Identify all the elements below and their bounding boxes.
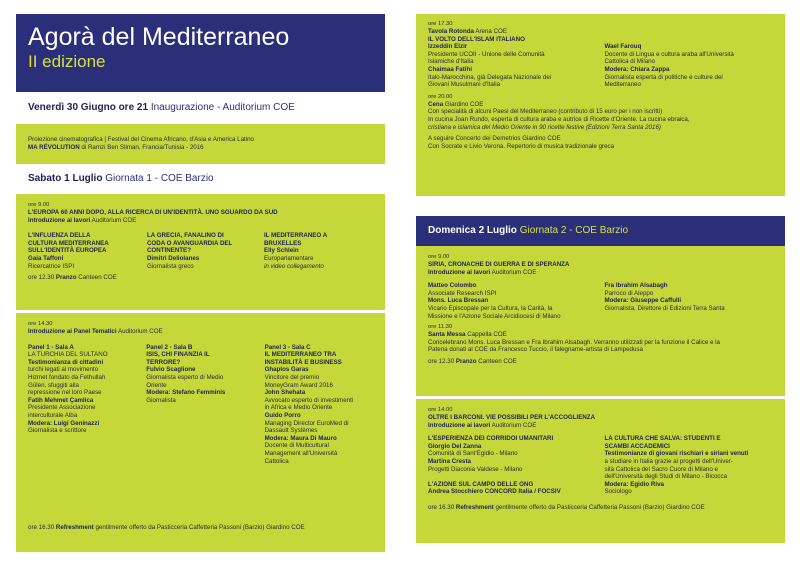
eve-left-line: Islamiche d'Italia xyxy=(428,58,474,66)
panel-line: Vincitore del premio xyxy=(264,373,320,381)
panel-head: Panel 3 - Sala C xyxy=(264,343,311,351)
panel-line: Modera: Maura Di Mauro xyxy=(264,434,337,442)
eve-right-line: Docente di Lingua e cultura araba all'Università xyxy=(604,50,734,58)
sun-right2-line: LA CULTURA CHE SALVA: STUDENTI E xyxy=(604,435,721,443)
talk-3: IL MEDITERRANEO A BRUXELLES Elly Schlein Europarlamentare in video collegamento xyxy=(263,232,328,270)
eve-right-line: Mediterraneo xyxy=(604,81,641,89)
panel-line: Presidente Associazione xyxy=(28,404,96,412)
sun-left-line: Missione e l'Azione Sociale Arcidiocesi di Milano xyxy=(428,312,561,320)
sun-left2-line: Comunità di Sant'Egidio - Milano xyxy=(428,450,518,458)
sun-right2-line: dell'Università degli Studi di Milano - Bicocca xyxy=(604,473,728,481)
title-block xyxy=(16,14,385,92)
panel-line: interculturale Alba xyxy=(28,411,78,419)
eve-right-line: Modera: Chiara Zappa xyxy=(604,65,670,73)
eve-right-line: Wael Farouq xyxy=(604,43,642,51)
sun-right-line: Giornalista, Direttore di Edizioni Terra Santa xyxy=(604,304,725,312)
panel-line: Fatih Mehmet Çamlica xyxy=(28,396,94,404)
lunch-line: ore 12.30 Pranzo Canteen COE xyxy=(28,274,117,282)
film-info: di Ramzi Ben Sliman, Francia/Tunisia - 2016 xyxy=(81,143,204,151)
sun-left2-line: Andrea Stocchiero CONCORD Italia / FOCSIV xyxy=(428,488,561,496)
panel-line: Modera: Stefano Femminis xyxy=(146,389,226,397)
sun-left2-line: Progetti Diaconia Valdese - Milano xyxy=(428,465,523,473)
sun-left2-line: Martina Cresta xyxy=(428,457,471,465)
panel-line: Managing Director EuroMed di xyxy=(264,419,349,427)
talk-1: L'INFLUENZA DELLA CULTURA MEDITERRANEA SULL'IDENTITÀ EUROPEA Gaia Taffoni Ricercatrice ISPI xyxy=(28,232,109,270)
panel-line: TERRORE? xyxy=(146,358,181,366)
panel-2 xyxy=(146,344,264,524)
saturday-place: Giornata 1 - COE Barzio xyxy=(105,173,214,184)
panel-line: Dassault Systèmes xyxy=(264,427,318,435)
sun-left-line: Associate Research ISPI xyxy=(428,289,497,297)
panel-1 xyxy=(28,344,146,524)
sun-right2-line: a studiare in Italia grazie ai progetti dell'Univer- xyxy=(604,457,733,465)
eve-left-line: Izzeddin Elzir xyxy=(428,43,468,51)
friday-header xyxy=(16,92,385,124)
panel-3 xyxy=(265,344,373,524)
panel-line: Hizmet fondato da Fethullah xyxy=(28,373,106,381)
panel-line: Giornalista e scrittore xyxy=(28,427,87,435)
friday-block xyxy=(16,124,385,164)
panel-line: Cattolica xyxy=(264,457,289,465)
film-line: Proiezione cinematografica | Festival del Cinema Africano, d'Asia e America Latino xyxy=(28,136,254,143)
panel-line: Fulvio Scaglione xyxy=(146,366,196,374)
sun-right2-line: Modera: Egidio Riva xyxy=(604,480,664,488)
talks-row xyxy=(28,232,373,270)
syria-title: SIRIA, CRONACHE DI GUERRA E DI SPERANZA xyxy=(428,261,570,268)
panel-head: Panel 1 - Sala A xyxy=(28,343,74,351)
friday-event: Inaugurazione - Auditorium COE xyxy=(150,102,295,113)
panel-line: Ghaplos Garas xyxy=(264,366,309,374)
sun-right2-line: SCAMBI ACCADEMICI xyxy=(604,442,670,450)
panel-line: Giornalista xyxy=(146,396,176,404)
roundtable-title: IL VOLTO DELL'ISLAM ITALIANO xyxy=(428,35,525,43)
friday-date: Venerdì 30 Giugno ore 21 xyxy=(28,102,149,113)
sun-left-line: Vicario Episcopale per la Cultura, la Carità, la xyxy=(428,304,553,312)
sun-left2-line: Giorgio Del Zanna xyxy=(428,442,482,450)
eve-right-line: Giornalista esperta di politiche e culture del xyxy=(604,73,723,81)
sun-right2-line: sità Cattolica del Sacro Cuore di Milano e xyxy=(604,465,718,473)
cultura-right xyxy=(604,435,773,496)
refreshment-line: ore 16.30 Refreshment gentilmente offerto da Pasticceria Caffetteria Passoni (Barzio) Giardino COE xyxy=(28,523,305,531)
edition-subtitle: II edizione xyxy=(28,52,106,71)
sun-left-line: Mons. Luca Bressan xyxy=(428,297,489,305)
eve-left-line: Presidente UCOII - Unione delle Comunità xyxy=(428,50,545,58)
roundtable-right xyxy=(604,43,773,89)
sunday-header: Domenica 2 Luglio Giornata 2 - COE Barzio xyxy=(416,216,785,246)
sun-left2-line: L'AZIONE SUL CAMPO DELLE ONG xyxy=(428,480,534,488)
sun-right-line: Fra Ibrahim Alsabagh xyxy=(604,282,668,290)
sun-right2-line: Sociologo xyxy=(604,488,632,496)
eve-left-line: Italo-Marocchina, già Delegata Nazionale dei xyxy=(428,73,552,81)
panel-line: LA TURCHIA DEL SULTANO xyxy=(28,351,108,359)
panel-line: Management all'Università xyxy=(264,449,338,457)
intro1-place: Auditorium COE xyxy=(91,216,137,224)
eve-left-line: Giovani Musulmani d'Italia xyxy=(428,81,501,89)
syria-left xyxy=(428,282,604,320)
panel-line: Gülen, sfuggiti alla xyxy=(28,381,79,389)
corridoi-left xyxy=(428,435,604,496)
sun-right-line: Parroco di Aleppo xyxy=(604,289,654,297)
syria-right xyxy=(604,282,773,320)
film-title: MA RÉVOLUTION xyxy=(28,143,80,151)
panels-row xyxy=(28,344,373,524)
intro1-label: Introduzione ai lavori xyxy=(28,216,91,224)
sun-left2-line xyxy=(428,473,604,481)
sun-right-line: Modera: Giuseppe Caffulli xyxy=(604,297,682,305)
panel-line: INSTABILITÀ E BUSINESS xyxy=(264,358,342,366)
panel-line: Docente di Multicultural xyxy=(264,442,329,450)
panel-line: Modera: Luigi Geninazzi xyxy=(28,419,100,427)
panel-line: Oriente xyxy=(146,381,167,389)
panel-line: John Shehata xyxy=(264,389,306,397)
panel-line: Giornalista esperto di Medio xyxy=(146,373,224,381)
talk-2: LA GRECIA, FANALINO DI CODA O AVANGUARDIA DEL CONTINENTE? Dimitri Deliolanes Giornalista greco xyxy=(146,232,233,270)
saturday-header xyxy=(16,164,385,194)
sunday-afternoon-block: ore 14.00 OLTRE I BARCONI. VIE POSSIBILI PER L'ACCOGLIENZA Introduzione ai lavori Auditorium COE L'ESPERIENZA DEI CORRIDOI UMANITARI Giorgio Del Zanna Comunità di Sant'Egidio - Milano Martina Cresta Progetti Diaconia Valdese - Milano L'AZIONE SUL CAMPO DELLE ONG Andrea Stocchiero CONCORD Italia / FOCSIV LA CULTURA CHE SALVA: STUDENTI E SCAMBI ACCADEMICI Testimonianze di giovani rischiari e siriani venuti a studiare in Italia grazie ai progetti dell'Univer- sità Cattolica del Sacro Cuore di Milano e dell'Università degli Studi di Milano - Bicocca Modera: Egidio Riva Sociologo ore 16.30 Refreshment gentilmente offerto da Pasticceria Caffetteria Passoni (Barzio) Giardino COE xyxy=(416,399,785,543)
eve-right-line: Cattolica di Milano xyxy=(604,58,656,66)
right-column xyxy=(416,14,785,543)
saturday-morning-block xyxy=(16,194,385,310)
saturday-evening-block: ore 17.30 Tavola Rotonda Arena COE IL VOLTO DELL'ISLAM ITALIANO Izzeddin Elzir Presidente UCOII - Unione delle Comunità Islamiche d'Italia Chaimaa Fatihi Italo-Marocchina, già Delegata Nazionale dei Giovani Musulmani d'Italia Wael Farouq Docente di Lingua e cultura araba all'Università Cattolica di Milano Modera: Chiara Zappa Giornalista esperta di politiche e culture del Mediterraneo ore 20.00 Cena Giardino COE Con specialità di alcuni Paesi del Mediterraneo (contributo di 15 euro per i non iscritti) In cucina Joan Rundo, esperta di cultura araba e autrice di Ricette d'Oriente. La cucina ebraica, cristiana e islamica del Medio Oriente in 90 ricette festive (Edizioni Terra Santa 2016) A seguire Concerto dei Demetrios Giardino COE Con Socrate e Livio Verona. Repertorio di musica tradizionale greca xyxy=(416,14,785,196)
panels-intro: Introduzione ai Panel Tematici xyxy=(28,328,117,335)
panel-line: turchi legati al movimento xyxy=(28,366,99,374)
time-9: ore 9.00 xyxy=(28,202,50,208)
barconi-title: OLTRE I BARCONI. VIE POSSIBILI PER L'ACCOGLIENZA xyxy=(428,414,596,421)
panel-line: ISIS, CHI FINANZIA IL xyxy=(146,351,210,359)
roundtable-left xyxy=(428,43,604,89)
main-title: Agorà del Mediterraneo xyxy=(28,23,290,51)
sun-right2-line: Testimonianze di giovani rischiari e siriani venuti xyxy=(604,450,749,458)
panel-line: MoneyGram Award 2016 xyxy=(264,381,333,389)
panel-line: Avvocato esperto di investimenti xyxy=(264,396,354,404)
saturday-date: Sabato 1 Luglio xyxy=(28,173,103,184)
left-column xyxy=(16,14,385,552)
session1-title: L'EUROPA 60 ANNI DOPO, ALLA RICERCA DI UN'IDENTITÀ. UNO SGUARDO DA SUD xyxy=(28,209,278,216)
sunday-morning-block: ore 9.00 SIRIA, CRONACHE DI GUERRA E DI SPERANZA Introduzione ai lavori Auditorium COE Matteo Colombo Associate Research ISPI Mons. Luca Bressan Vicario Episcopale per la Cultura, la Carità, la Missione e l'Azione Sociale Arcidiocesi di Milano Fra Ibrahim Alsabagh Parroco di Aleppo Modera: Giuseppe Caffulli Giornalista, Direttore di Edizioni Terra Santa ore 11.30 Santa Messa Cappella COE Concelebrano Mons. Luca Bressan e Fra Ibrahim Alsabagh. Verranno utilizzati per la funzione il Calice e la Patena donati al COE da Francesco Tuccio, il falegname-artista di Lampedusa ore 12.30 Pranzo Canteen COE xyxy=(416,246,785,396)
eve-left-line: Chaimaa Fatihi xyxy=(428,65,473,73)
panel-line: Guido Porro xyxy=(264,411,301,419)
sun-left-line: Matteo Colombo xyxy=(428,282,477,290)
saturday-afternoon-block: ore 14.30 Introduzione ai Panel Tematici Auditorium COE Panel 1 - Sala A LA TURCHIA DEL SULTANO Testimonianza di cittadini turchi legati al movimento Hizmet fondato da Fethullah Gülen, sfuggiti alla repressione nel loro Paese Fatih Mehmet Çamlica Presidente Associazione interculturale Alba Modera: Luigi Geninazzi Giornalista e scrittore Panel 2 - Sala B ISIS, CHI FINANZIA IL TERRORE? Fulvio Scaglione Giornalista esperto di Medio Oriente Modera: Stefano Femminis Giornalista Panel 3 - Sala C IL MEDITERRANEO TRA INSTABILITÀ E BUSINESS Ghaplos Garas Vincitore del premio MoneyGram Award 2016 John Shehata Avvocato esperto di investimenti in Africa e Medio Oriente Guido Porro Managing Director EuroMed di Dassault Systèmes Modera: Maura Di Mauro Docente di Multicultural Management all'Università Cattolica ore 16.30 Refreshment gentilmente offerto da Pasticceria Caffetteria Passoni (Barzio) Giardino COE xyxy=(16,313,385,552)
panel-line: in Africa e Medio Oriente xyxy=(264,404,333,412)
panel-line: Testimonianza di cittadini xyxy=(28,358,104,366)
panel-head: Panel 2 - Sala B xyxy=(146,343,193,351)
panel-line: repressione nel loro Paese xyxy=(28,389,102,397)
panel-line: IL MEDITERRANEO TRA xyxy=(264,351,337,359)
sun-left2-line: L'ESPERIENZA DEI CORRIDOI UMANITARI xyxy=(428,435,554,443)
